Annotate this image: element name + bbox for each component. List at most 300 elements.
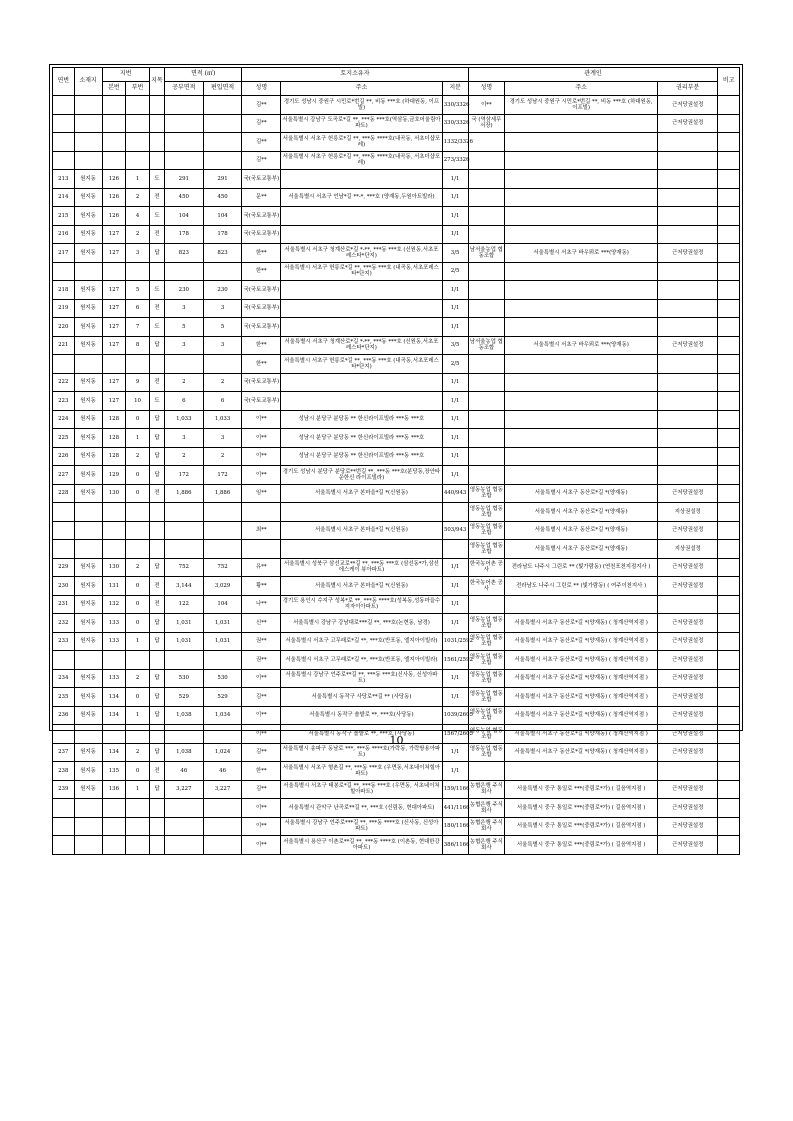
location-cell: 원지동 <box>74 299 102 318</box>
sub-no-cell: 2 <box>126 743 150 762</box>
rights-type-cell <box>658 225 718 244</box>
owner-name-cell: 김** <box>242 688 281 707</box>
share-cell: 503/943 <box>442 521 468 540</box>
rights-address-cell: 서울특별시 서초구 동산로*길 *(양재동) ( 청계산역지점 ) <box>505 725 658 744</box>
rights-name-cell: 한국농어촌 공사 <box>468 558 505 577</box>
incorporated-area-cell <box>203 540 242 559</box>
remarks-cell <box>718 466 740 485</box>
serial-cell: 226 <box>53 447 75 466</box>
owner-address-cell: 서울특별시 서초구 청계산로*길 *-**, ***동 ***호 (신원동,서초포레스타*단지) <box>281 336 443 355</box>
sub-no-cell: 0 <box>126 614 150 633</box>
incorporated-area-cell: 1,031 <box>203 632 242 651</box>
share-cell: 1/1 <box>442 392 468 411</box>
owner-address-cell: 서울특별시 강남구 언주로***길 **, ***동 ****호 (신사동, 신성아파트) <box>281 817 443 836</box>
serial-cell <box>53 96 75 115</box>
rights-address-cell: 서울특별시 서초구 동산로*길 *(양재동) ( 청계산역지점 ) <box>505 706 658 725</box>
incorporated-area-cell: 104 <box>203 207 242 226</box>
remarks-cell <box>718 114 740 133</box>
header-location: 소재지 <box>74 68 102 96</box>
rights-address-cell <box>505 299 658 318</box>
sub-no-cell <box>126 151 150 170</box>
header-area: 면적 (㎡) <box>164 68 242 82</box>
land-type-cell <box>149 114 164 133</box>
location-cell: 원지동 <box>74 466 102 485</box>
land-type-cell <box>149 503 164 522</box>
serial-cell: 232 <box>53 614 75 633</box>
serial-cell: 239 <box>53 780 75 799</box>
rights-name-cell <box>468 318 505 337</box>
official-area-cell <box>164 503 203 522</box>
rights-name-cell: 영동농업 협동조합 <box>468 540 505 559</box>
rights-type-cell: 근저당권설정 <box>658 614 718 633</box>
land-type-cell: 답 <box>149 336 164 355</box>
owner-address-cell: 서울특별시 송파구 동남로 ***, ***동 ****호(가락동, 가락쌍용아파트) <box>281 743 443 762</box>
official-area-cell: 1,031 <box>164 632 203 651</box>
share-cell: 1/1 <box>442 429 468 448</box>
table-row <box>53 762 740 781</box>
official-area-cell: 752 <box>164 558 203 577</box>
remarks-cell <box>718 207 740 226</box>
land-type-cell <box>149 799 164 818</box>
land-type-cell: 전 <box>149 225 164 244</box>
rights-address-cell <box>505 133 658 152</box>
sub-no-cell <box>126 133 150 152</box>
owner-address-cell <box>281 207 443 226</box>
serial-cell <box>53 262 75 281</box>
owner-address-cell <box>281 503 443 522</box>
rights-type-cell: 근저당권설정 <box>658 521 718 540</box>
main-no-cell: 128 <box>102 447 126 466</box>
main-no-cell: 126 <box>102 207 126 226</box>
serial-cell: 219 <box>53 299 75 318</box>
remarks-cell <box>718 799 740 818</box>
rights-type-cell: 근저당권설정 <box>658 669 718 688</box>
rights-address-cell: 서울특별시 서초구 동산로*길 *(양재동) <box>505 503 658 522</box>
share-cell: 1/1 <box>442 743 468 762</box>
serial-cell: 213 <box>53 170 75 189</box>
table-row <box>53 96 740 115</box>
incorporated-area-cell <box>203 817 242 836</box>
sub-no-cell: 0 <box>126 688 150 707</box>
location-cell <box>74 651 102 670</box>
share-cell: 1/1 <box>442 669 468 688</box>
owner-address-cell: 서울특별시 서초구 본마을*길 *(신원동) <box>281 577 443 596</box>
owner-name-cell: 이** <box>242 817 281 836</box>
rights-type-cell <box>658 373 718 392</box>
rights-name-cell <box>468 429 505 448</box>
remarks-cell <box>718 688 740 707</box>
table-row <box>53 170 740 189</box>
owner-name-cell: 이** <box>242 799 281 818</box>
remarks-cell <box>718 503 740 522</box>
rights-type-cell: 근저당권설정 <box>658 651 718 670</box>
land-type-cell: 답 <box>149 632 164 651</box>
owner-name-cell: 김** <box>242 96 281 115</box>
table-row <box>53 299 740 318</box>
location-cell <box>74 503 102 522</box>
official-area-cell <box>164 151 203 170</box>
owner-address-cell: 경기도 성남시 분당구 분당로**번길 **, ***동 ***호(분당동,장안타운한신 라이프빌라) <box>281 466 443 485</box>
table-row <box>53 151 740 170</box>
serial-cell <box>53 114 75 133</box>
sub-no-cell: 0 <box>126 466 150 485</box>
land-type-cell: 전 <box>149 577 164 596</box>
rights-name-cell: 농협은행 주식회사 <box>468 836 505 855</box>
table-row <box>53 651 740 670</box>
location-cell: 원지동 <box>74 484 102 503</box>
land-type-cell <box>149 151 164 170</box>
header-owner-name: 성명 <box>242 82 281 96</box>
share-cell <box>442 503 468 522</box>
owner-address-cell: 서울특별시 서초구 태봉로*길 **, ***동 ***호 (우면동, 서초네이쳐힐아파트) <box>281 780 443 799</box>
header-land-type: 지목 <box>149 68 164 96</box>
rights-type-cell: 근저당권설정 <box>658 743 718 762</box>
remarks-cell <box>718 706 740 725</box>
rights-type-cell <box>658 262 718 281</box>
share-cell: 159/1166 <box>442 780 468 799</box>
land-type-cell: 답 <box>149 410 164 429</box>
share-cell: 330/3326 <box>442 114 468 133</box>
table-row <box>53 133 740 152</box>
share-cell: 330/3326 <box>442 96 468 115</box>
rights-address-cell <box>505 207 658 226</box>
incorporated-area-cell: 230 <box>203 281 242 300</box>
rights-address-cell: 서울특별시 서초구 동산로*길 *(양재동) <box>505 521 658 540</box>
rights-name-cell: 농협은행 주식회사 <box>468 780 505 799</box>
remarks-cell <box>718 558 740 577</box>
location-cell <box>74 151 102 170</box>
main-no-cell: 128 <box>102 429 126 448</box>
rights-type-cell: 근저당권설정 <box>658 96 718 115</box>
sub-no-cell <box>126 799 150 818</box>
owner-address-cell <box>281 392 443 411</box>
rights-name-cell <box>468 170 505 189</box>
land-type-cell: 답 <box>149 558 164 577</box>
land-type-cell <box>149 540 164 559</box>
main-no-cell <box>102 651 126 670</box>
location-cell: 원지동 <box>74 577 102 596</box>
rights-name-cell: 영동농업 협동조합 <box>468 725 505 744</box>
owner-address-cell: 서울특별시 강남구 언주로**길 **, ***동 ***호(신사동, 신성아파트) <box>281 669 443 688</box>
owner-name-cell <box>242 540 281 559</box>
share-cell: 1/1 <box>442 188 468 207</box>
table-row <box>53 447 740 466</box>
serial-cell <box>53 355 75 374</box>
share-cell: 1561/2592 <box>442 651 468 670</box>
rights-type-cell <box>658 355 718 374</box>
main-no-cell: 133 <box>102 614 126 633</box>
table-row <box>53 558 740 577</box>
rights-name-cell <box>468 355 505 374</box>
owner-name-cell: 김** <box>242 114 281 133</box>
location-cell: 원지동 <box>74 632 102 651</box>
share-cell: 1/1 <box>442 410 468 429</box>
owner-name-cell: 이** <box>242 669 281 688</box>
rights-name-cell: 영동농업 협동조합 <box>468 521 505 540</box>
rights-name-cell <box>468 133 505 152</box>
rights-address-cell: 서울특별시 서초구 동산로*길 *(양재동) ( 청계산역지점 ) <box>505 688 658 707</box>
rights-type-cell: 근저당권설정 <box>658 484 718 503</box>
owner-name-cell: 한** <box>242 762 281 781</box>
main-no-cell <box>102 96 126 115</box>
rights-address-cell <box>505 595 658 614</box>
sub-no-cell: 0 <box>126 410 150 429</box>
land-type-cell: 답 <box>149 780 164 799</box>
serial-cell: 237 <box>53 743 75 762</box>
incorporated-area-cell: 172 <box>203 466 242 485</box>
serial-cell: 234 <box>53 669 75 688</box>
incorporated-area-cell: 2 <box>203 373 242 392</box>
owner-name-cell: 김** <box>242 133 281 152</box>
serial-cell: 231 <box>53 595 75 614</box>
owner-name-cell: 국(국토교통부) <box>242 281 281 300</box>
serial-cell: 220 <box>53 318 75 337</box>
official-area-cell: 5 <box>164 318 203 337</box>
official-area-cell <box>164 355 203 374</box>
serial-cell: 218 <box>53 281 75 300</box>
header-rights-name: 성명 <box>468 82 505 96</box>
rights-address-cell: 서울특별시 서초구 바우뫼로 ***(양재동) <box>505 336 658 355</box>
owner-address-cell: 경기도 용인시 수지구 성복*로 **, ***동 ****호(성복동,성동마을수지자이아파트) <box>281 595 443 614</box>
rights-name-cell: 영동농업 협동조합 <box>468 484 505 503</box>
owner-name-cell: 국(국토교통부) <box>242 373 281 392</box>
serial-cell <box>53 799 75 818</box>
rights-name-cell <box>468 188 505 207</box>
incorporated-area-cell: 1,024 <box>203 743 242 762</box>
table-row <box>53 521 740 540</box>
header-owner-group: 토지소유자 <box>242 68 468 82</box>
rights-address-cell: 서울특별시 서초구 동산로*길 *(양재동) ( 청계산역지점 ) <box>505 743 658 762</box>
land-type-cell <box>149 836 164 855</box>
incorporated-area-cell: 1,886 <box>203 484 242 503</box>
rights-name-cell: 영동농업 협동조합 <box>468 632 505 651</box>
owner-name-cell: 유** <box>242 558 281 577</box>
location-cell: 원지동 <box>74 595 102 614</box>
rights-type-cell: 지상권설정 <box>658 503 718 522</box>
rights-type-cell <box>658 595 718 614</box>
owner-address-cell: 성남시 분당구 분당동 ** 한신라이프빌라 ***동 ***호 <box>281 410 443 429</box>
rights-type-cell <box>658 281 718 300</box>
rights-type-cell: 근저당권설정 <box>658 336 718 355</box>
incorporated-area-cell: 1,033 <box>203 410 242 429</box>
location-cell: 원지동 <box>74 281 102 300</box>
rights-type-cell: 근저당권설정 <box>658 632 718 651</box>
sub-no-cell: 0 <box>126 762 150 781</box>
location-cell: 원지동 <box>74 410 102 429</box>
share-cell: 386/1166 <box>442 836 468 855</box>
rights-address-cell: 경기도 성남시 중원구 시민로*번길 **, 비동 ***호 (하대원동, 이프빌) <box>505 96 658 115</box>
official-area-cell: 1,038 <box>164 706 203 725</box>
main-no-cell: 128 <box>102 410 126 429</box>
incorporated-area-cell: 752 <box>203 558 242 577</box>
location-cell: 원지동 <box>74 429 102 448</box>
rights-type-cell <box>658 318 718 337</box>
owner-address-cell: 서울특별시 성북구 삼선교로**길 **, ***동 ***호 (삼선동*가,삼선 에스케이 뷰아파트) <box>281 558 443 577</box>
main-no-cell: 127 <box>102 373 126 392</box>
owner-address-cell <box>281 281 443 300</box>
location-cell <box>74 355 102 374</box>
location-cell: 원지동 <box>74 318 102 337</box>
serial-cell: 229 <box>53 558 75 577</box>
owner-name-cell: 이** <box>242 706 281 725</box>
sub-no-cell: 0 <box>126 484 150 503</box>
sub-no-cell: 1 <box>126 780 150 799</box>
sub-no-cell: 2 <box>126 558 150 577</box>
rights-name-cell <box>468 373 505 392</box>
rights-name-cell <box>468 595 505 614</box>
table-row <box>53 466 740 485</box>
location-cell <box>74 262 102 281</box>
owner-address-cell: 서울특별시 동작구 솔밭로 **, ***호(사당동) <box>281 706 443 725</box>
owner-name-cell: 이** <box>242 725 281 744</box>
header-rights-type: 권리부분 <box>658 82 718 96</box>
rights-name-cell <box>468 225 505 244</box>
location-cell: 원지동 <box>74 392 102 411</box>
serial-cell <box>53 836 75 855</box>
sub-no-cell <box>126 836 150 855</box>
incorporated-area-cell <box>203 114 242 133</box>
official-area-cell <box>164 651 203 670</box>
sub-no-cell: 2 <box>126 188 150 207</box>
rights-name-cell: 농협은행 주식회사 <box>468 799 505 818</box>
rights-address-cell <box>505 392 658 411</box>
remarks-cell <box>718 244 740 263</box>
official-area-cell: 1,033 <box>164 410 203 429</box>
rights-type-cell <box>658 133 718 152</box>
share-cell: 1/1 <box>442 466 468 485</box>
main-no-cell: 133 <box>102 632 126 651</box>
location-cell <box>74 540 102 559</box>
main-no-cell <box>102 799 126 818</box>
rights-address-cell <box>505 447 658 466</box>
rights-type-cell <box>658 429 718 448</box>
header-remarks: 비고 <box>718 68 740 96</box>
rights-address-cell <box>505 466 658 485</box>
sub-no-cell: 1 <box>126 632 150 651</box>
official-area-cell: 1,031 <box>164 614 203 633</box>
rights-type-cell: 근저당권설정 <box>658 688 718 707</box>
rights-name-cell <box>468 281 505 300</box>
land-type-cell: 답 <box>149 447 164 466</box>
owner-name-cell: 신** <box>242 614 281 633</box>
rights-type-cell <box>658 170 718 189</box>
rights-address-cell: 서울특별시 서초구 동산로*길 *(양재동) ( 청계산역지점 ) <box>505 669 658 688</box>
serial-cell: 227 <box>53 466 75 485</box>
rights-address-cell <box>505 373 658 392</box>
rights-address-cell: 서울특별시 서초구 동산로*길 *(양재동) <box>505 540 658 559</box>
table-row <box>53 577 740 596</box>
remarks-cell <box>718 392 740 411</box>
table-row <box>53 225 740 244</box>
main-no-cell <box>102 817 126 836</box>
remarks-cell <box>718 355 740 374</box>
official-area-cell: 3 <box>164 299 203 318</box>
official-area-cell: 529 <box>164 688 203 707</box>
share-cell: 1039/2605 <box>442 706 468 725</box>
remarks-cell <box>718 540 740 559</box>
serial-cell: 228 <box>53 484 75 503</box>
sub-no-cell: 9 <box>126 373 150 392</box>
land-type-cell: 도 <box>149 281 164 300</box>
location-cell <box>74 133 102 152</box>
rights-type-cell <box>658 207 718 226</box>
owner-name-cell: 김** <box>242 780 281 799</box>
land-type-cell: 도 <box>149 207 164 226</box>
rights-address-cell <box>505 225 658 244</box>
remarks-cell <box>718 632 740 651</box>
share-cell: 1/1 <box>442 318 468 337</box>
owner-name-cell: 국(국토교통부) <box>242 207 281 226</box>
serial-cell: 222 <box>53 373 75 392</box>
remarks-cell <box>718 318 740 337</box>
main-no-cell: 127 <box>102 281 126 300</box>
incorporated-area-cell: 529 <box>203 688 242 707</box>
rights-address-cell <box>505 262 658 281</box>
rights-type-cell <box>658 762 718 781</box>
owner-name-cell: 국(국토교통부) <box>242 392 281 411</box>
owner-address-cell: 서울특별시 서초구 언남*길 **-*, ***호 (양재동,두원아트빌라) <box>281 188 443 207</box>
share-cell: 1/1 <box>442 688 468 707</box>
official-area-cell <box>164 96 203 115</box>
official-area-cell: 291 <box>164 170 203 189</box>
location-cell: 원지동 <box>74 336 102 355</box>
location-cell: 원지동 <box>74 558 102 577</box>
share-cell: 1/1 <box>442 299 468 318</box>
owner-address-cell: 서울특별시 서초구 고무래로*길 **, ***호(반포동, 엘지아이빌라) <box>281 651 443 670</box>
official-area-cell: 450 <box>164 188 203 207</box>
official-area-cell <box>164 133 203 152</box>
serial-cell <box>53 503 75 522</box>
serial-cell: 224 <box>53 410 75 429</box>
table-row <box>53 318 740 337</box>
location-cell <box>74 114 102 133</box>
sub-no-cell: 1 <box>126 706 150 725</box>
rights-name-cell: 영동농업 협동조합 <box>468 503 505 522</box>
owner-name-cell: 황** <box>242 577 281 596</box>
rights-name-cell: 영동농업 협동조합 <box>468 706 505 725</box>
official-area-cell: 230 <box>164 281 203 300</box>
rights-type-cell: 근저당권설정 <box>658 114 718 133</box>
serial-cell <box>53 651 75 670</box>
location-cell: 원지동 <box>74 447 102 466</box>
remarks-cell <box>718 762 740 781</box>
main-no-cell <box>102 355 126 374</box>
land-type-cell: 답 <box>149 466 164 485</box>
share-cell: 1/1 <box>442 225 468 244</box>
rights-address-cell <box>505 762 658 781</box>
main-no-cell <box>102 521 126 540</box>
table-row <box>53 817 740 836</box>
main-no-cell: 127 <box>102 392 126 411</box>
sub-no-cell: 3 <box>126 244 150 263</box>
main-no-cell: 127 <box>102 225 126 244</box>
remarks-cell <box>718 669 740 688</box>
owner-name-cell: 김** <box>242 743 281 762</box>
main-no-cell: 129 <box>102 466 126 485</box>
sub-no-cell <box>126 817 150 836</box>
rights-name-cell: 국 (역삼세무서장) <box>468 114 505 133</box>
rights-type-cell: 근저당권설정 <box>658 725 718 744</box>
official-area-cell <box>164 799 203 818</box>
header-owner-address: 주소 <box>281 82 443 96</box>
rights-name-cell <box>468 392 505 411</box>
table-row <box>53 632 740 651</box>
sub-no-cell: 1 <box>126 429 150 448</box>
main-no-cell: 127 <box>102 336 126 355</box>
serial-cell: 233 <box>53 632 75 651</box>
incorporated-area-cell <box>203 799 242 818</box>
main-no-cell: 130 <box>102 558 126 577</box>
